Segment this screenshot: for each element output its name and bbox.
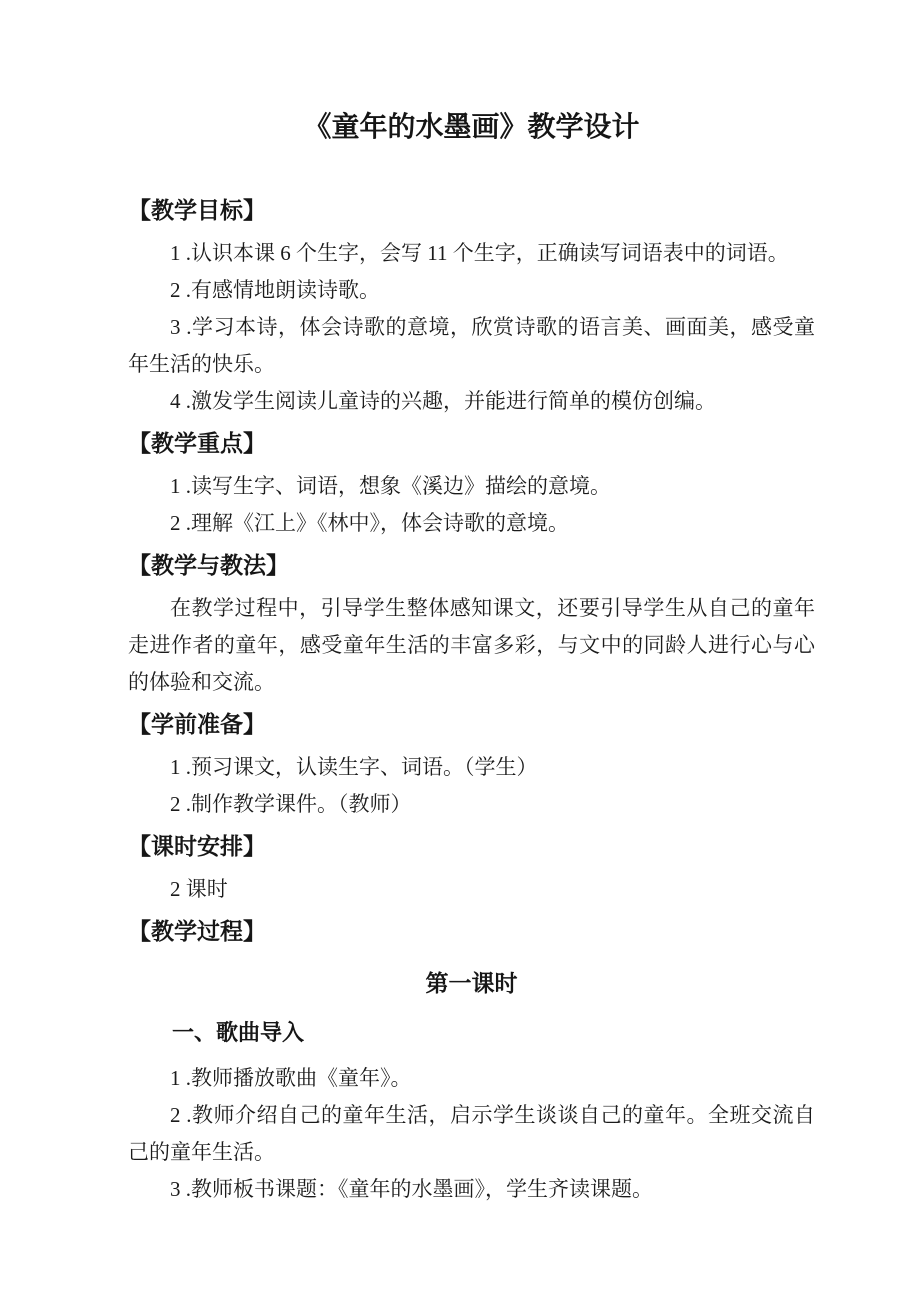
section-heading: 【教学目标】: [128, 197, 266, 223]
lesson-step: 3 .教师板书课题：《童年的水墨画》，学生齐读课题。: [170, 1177, 653, 1201]
section-paragraph: 2 课时: [170, 877, 228, 901]
section-paragraph: 3 .学习本诗，体会诗歌的意境，欣赏诗歌的语言美、画面美，感受童年生活的快乐。: [128, 315, 815, 376]
activity-heading: 一、歌曲导入: [172, 1020, 305, 1045]
section-heading: 【课时安排】: [128, 833, 266, 859]
page-title: 《童年的水墨画》教学设计: [303, 111, 640, 142]
section-heading: 【教学过程】: [128, 918, 266, 944]
section-paragraph: 1 .预习课文，认读生字、词语。（学生）: [170, 755, 538, 779]
section-paragraph: 2 .有感情地朗读诗歌。: [170, 278, 380, 302]
section-paragraph: 4 .激发学生阅读儿童诗的兴趣，并能进行简单的模仿创编。: [170, 389, 716, 413]
lesson-step: 2 .教师介绍自己的童年生活，启示学生谈谈自己的童年。全班交流自己的童年生活。: [128, 1103, 815, 1164]
section-heading: 【教学重点】: [128, 430, 266, 456]
section-paragraph: 在教学过程中，引导学生整体感知课文，还要引导学生从自己的童年走进作者的童年，感受童年生活的丰富多彩，与文中的同龄人进行心与心的体验和交流。: [128, 596, 815, 694]
lesson-step: 1 .教师播放歌曲《童年》。: [170, 1066, 412, 1090]
lesson-steps-container: [128, 1060, 815, 1208]
section-paragraph: 2 .制作教学课件。（教师）: [170, 792, 412, 816]
section-paragraph: 1 .认识本课 6 个生字，会写 11 个生字，正确读写词语表中的词语。: [170, 241, 789, 265]
section-heading: 【学前准备】: [128, 711, 266, 737]
section-heading: 【教学与教法】: [128, 552, 289, 578]
sections-container: [128, 195, 815, 946]
section-paragraph: 2 .理解《江上》《林中》，体会诗歌的意境。: [170, 511, 569, 535]
section-paragraph: 1 .读写生字、词语，想象《溪边》描绘的意境。: [170, 474, 611, 498]
session-subtitle: 第一课时: [425, 970, 518, 996]
